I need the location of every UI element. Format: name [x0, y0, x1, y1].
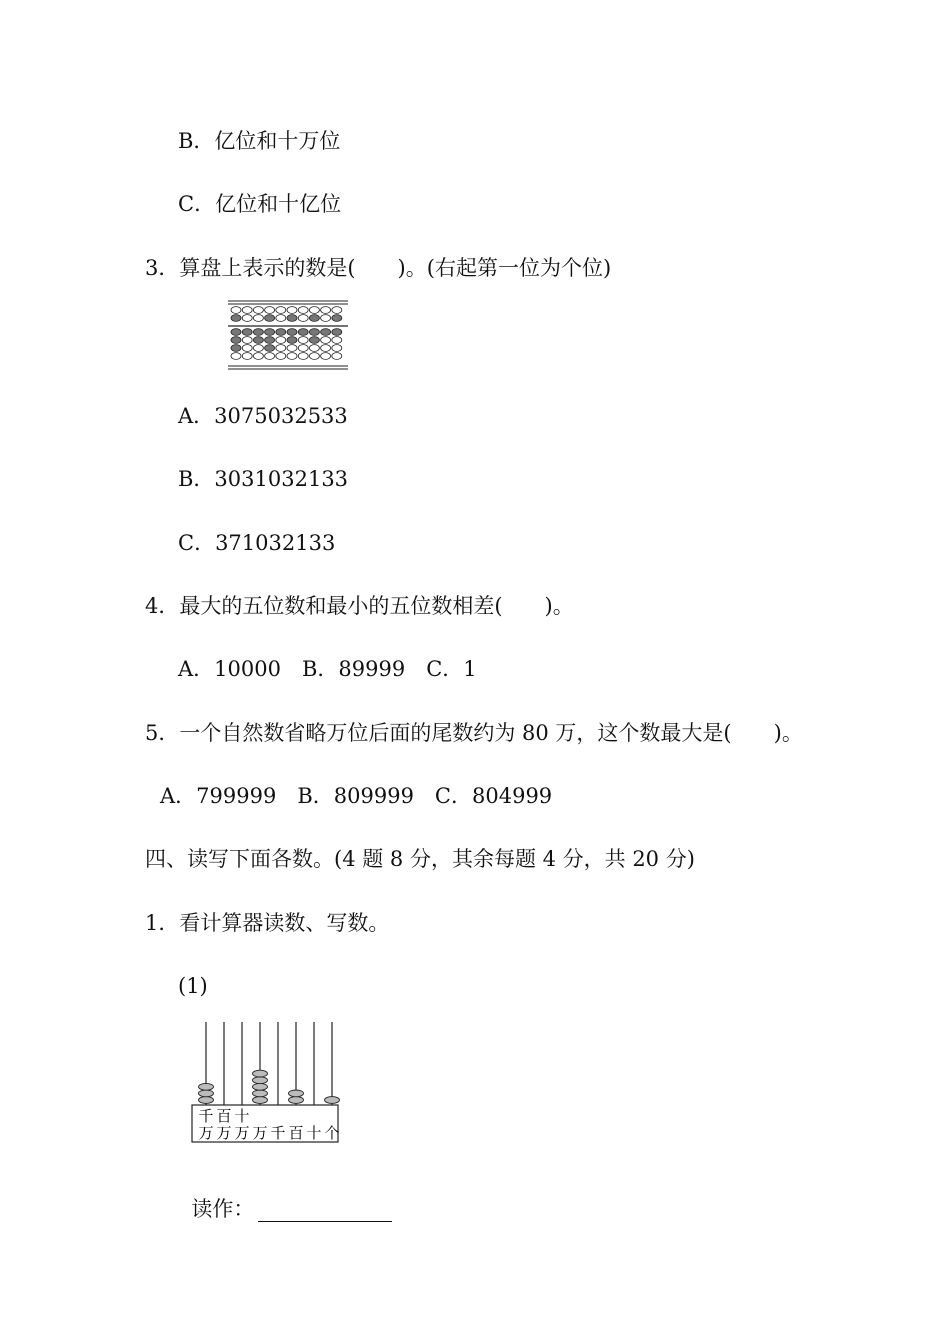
abacus-bead — [332, 353, 342, 360]
abacus-bead — [309, 345, 319, 352]
abacus-figure — [226, 299, 350, 371]
read-as-row — [178, 1170, 392, 1222]
sub-question-1-label: (1) — [178, 974, 208, 998]
abacus-bead — [242, 307, 252, 314]
q4-options: A．10000 B．89999 C．1 — [178, 657, 477, 681]
abacus-bead — [242, 345, 252, 352]
abacus-bead — [309, 353, 319, 360]
abacus-bead — [265, 337, 275, 344]
read-as-label: 读作： — [191, 1197, 255, 1221]
abacus-bead — [265, 353, 275, 360]
calculator-bead — [253, 1097, 268, 1104]
abacus-bead — [321, 337, 331, 344]
abacus-bead — [321, 353, 331, 360]
abacus-bead — [231, 345, 241, 352]
abacus-bead — [253, 315, 263, 322]
abacus-bead — [298, 345, 308, 352]
abacus-bead — [298, 329, 308, 336]
read-as-answer-blank[interactable] — [258, 1201, 392, 1222]
q5-question: 5．一个自然数省略万位后面的尾数约为 80 万，这个数最大是( )。 — [145, 721, 803, 745]
abacus-bead — [309, 337, 319, 344]
calculator-place-label: 万 — [216, 1124, 232, 1142]
abacus-bead — [276, 315, 286, 322]
abacus-bead — [231, 353, 241, 360]
calculator-bead — [253, 1070, 268, 1077]
q4-question: 4．最大的五位数和最小的五位数相差( )。 — [145, 594, 574, 618]
abacus-bead — [298, 337, 308, 344]
abacus-bead — [332, 315, 342, 322]
abacus-bead — [298, 353, 308, 360]
abacus-bead — [242, 353, 252, 360]
calculator-figure — [190, 1018, 340, 1148]
calculator-bead — [199, 1090, 214, 1097]
section-4-question-1: 1．看计算器读数、写数。 — [145, 911, 390, 935]
abacus-bead — [265, 345, 275, 352]
abacus-bead — [298, 307, 308, 314]
q3-option-c: C．371032133 — [178, 531, 336, 555]
abacus-bead — [276, 353, 286, 360]
calculator-bead — [199, 1083, 214, 1090]
abacus-bead — [287, 315, 297, 322]
calculator-bead — [253, 1090, 268, 1097]
abacus-bead — [253, 307, 263, 314]
abacus-bead — [231, 315, 241, 322]
q3-option-a: A．3075032533 — [178, 404, 348, 428]
abacus-bead — [231, 337, 241, 344]
calculator-place-label: 万 — [198, 1124, 214, 1142]
abacus-bead — [253, 337, 263, 344]
abacus-bead — [242, 329, 252, 336]
calculator-place-label: 十 — [306, 1124, 322, 1142]
q3-question: 3．算盘上表示的数是( )。(右起第一位为个位) — [145, 256, 612, 280]
abacus-bead — [321, 315, 331, 322]
calculator-bead — [253, 1077, 268, 1084]
abacus-bead — [309, 315, 319, 322]
q2-option-b: B．亿位和十万位 — [178, 129, 341, 153]
abacus-bead — [321, 329, 331, 336]
abacus-bead — [276, 337, 286, 344]
abacus-bead — [332, 329, 342, 336]
abacus-bead — [309, 329, 319, 336]
abacus-bead — [276, 345, 286, 352]
abacus-bead — [276, 329, 286, 336]
abacus-bead — [253, 345, 263, 352]
calculator-place-label: 个 — [324, 1124, 340, 1142]
calculator-bead — [253, 1083, 268, 1090]
abacus-bead — [332, 337, 342, 344]
abacus-bead — [298, 315, 308, 322]
abacus-bead — [276, 307, 286, 314]
abacus-bead — [332, 345, 342, 352]
q5-options: A．799999 B．809999 C．804999 — [160, 784, 553, 808]
calculator-place-label-top: 十 — [234, 1107, 250, 1125]
calculator-place-label: 千 — [270, 1124, 286, 1142]
calculator-place-label: 万 — [234, 1124, 250, 1142]
abacus-bead — [321, 307, 331, 314]
abacus-bead — [242, 337, 252, 344]
abacus-bead — [265, 329, 275, 336]
abacus-bead — [253, 353, 263, 360]
abacus-bead — [287, 337, 297, 344]
section-4-heading: 四、读写下面各数。(4 题 8 分，其余每题 4 分，共 20 分) — [145, 847, 695, 871]
calculator-bead — [289, 1097, 304, 1104]
abacus-bead — [265, 307, 275, 314]
abacus-bead — [253, 329, 263, 336]
calculator-place-label: 百 — [288, 1124, 304, 1142]
calculator-bead — [289, 1090, 304, 1097]
abacus-bead — [287, 345, 297, 352]
q3-option-b: B．3031032133 — [178, 467, 349, 491]
calculator-place-label-top: 百 — [216, 1107, 232, 1125]
abacus-bead — [321, 345, 331, 352]
calculator-place-label-top: 千 — [198, 1107, 214, 1125]
abacus-bead — [287, 329, 297, 336]
calculator-place-label: 万 — [252, 1124, 268, 1142]
calculator-bead — [199, 1097, 214, 1104]
calculator-bead — [325, 1097, 340, 1104]
abacus-bead — [231, 329, 241, 336]
abacus-bead — [287, 307, 297, 314]
q2-option-c: C．亿位和十亿位 — [178, 192, 342, 216]
abacus-bead — [231, 307, 241, 314]
abacus-bead — [242, 315, 252, 322]
abacus-bead — [332, 307, 342, 314]
abacus-bead — [265, 315, 275, 322]
abacus-bead — [309, 307, 319, 314]
abacus-bead — [287, 353, 297, 360]
